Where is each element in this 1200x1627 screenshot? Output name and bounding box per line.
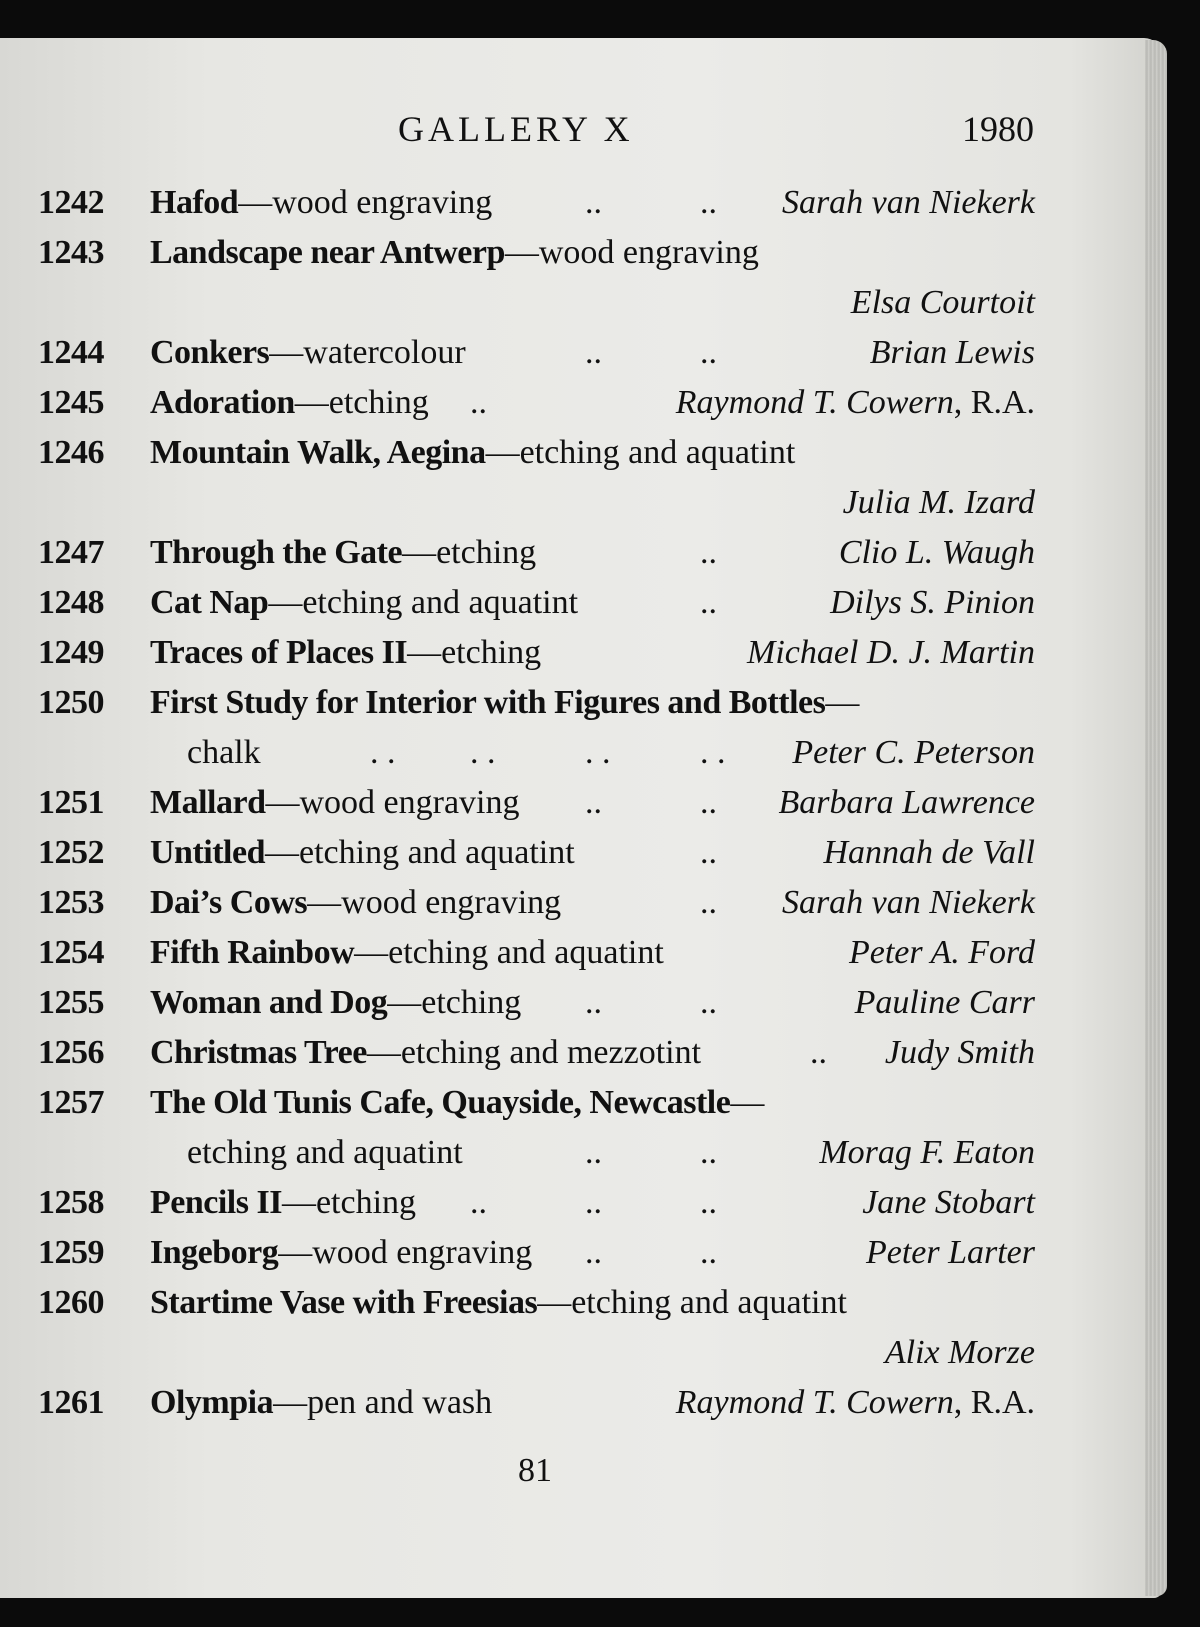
entry-medium: —etching bbox=[281, 1184, 417, 1221]
catalogue-entry bbox=[0, 878, 1162, 928]
leader-dots: .. bbox=[700, 584, 717, 621]
entry-number: 1243 bbox=[38, 234, 104, 271]
entry-medium: —etching and aquatint bbox=[268, 584, 579, 621]
entry-medium: —etching bbox=[294, 384, 429, 421]
entry-number: 1256 bbox=[38, 1034, 104, 1071]
entry-artist: Pauline Carr bbox=[854, 984, 1035, 1021]
catalogue-entry-continuation bbox=[0, 1328, 1162, 1378]
leader-dots: .. bbox=[585, 1234, 602, 1271]
entry-artist: Brian Lewis bbox=[869, 334, 1035, 371]
entry-number: 1258 bbox=[38, 1184, 104, 1221]
leader-dots: .. bbox=[470, 1184, 487, 1221]
leader-dots: .. bbox=[585, 1134, 602, 1171]
catalogue-entry-continuation bbox=[0, 278, 1162, 328]
catalogue-entry-continuation bbox=[0, 1128, 1162, 1178]
artist-suffix: , R.A. bbox=[953, 1384, 1035, 1421]
entry-medium: —watercolour bbox=[269, 334, 466, 371]
entry-artist: Alix Morze bbox=[884, 1334, 1035, 1371]
leader-dots: .. bbox=[700, 534, 717, 571]
entry-title: Traces of Places II bbox=[150, 634, 408, 671]
entry-number: 1248 bbox=[38, 584, 104, 621]
entry-title-line bbox=[150, 928, 664, 978]
catalogue-entry bbox=[0, 1278, 1162, 1328]
catalogue-entry bbox=[0, 828, 1162, 878]
catalogue-entry bbox=[0, 528, 1162, 578]
entry-artist: Morag F. Eaton bbox=[819, 1134, 1035, 1171]
leader-dots: .. bbox=[700, 984, 717, 1021]
entry-number: 1246 bbox=[38, 434, 104, 471]
catalogue-entry bbox=[0, 578, 1162, 628]
entry-title-line bbox=[150, 1228, 532, 1278]
entry-medium: —wood engraving bbox=[265, 784, 520, 821]
entry-title-line bbox=[150, 228, 759, 278]
catalogue-entry bbox=[0, 678, 1162, 728]
entry-title: Untitled bbox=[150, 834, 265, 871]
entry-title: Olympia bbox=[150, 1384, 274, 1421]
entry-number: 1254 bbox=[38, 934, 104, 971]
entry-artist: Dilys S. Pinion bbox=[830, 584, 1035, 621]
entry-title: Adoration bbox=[150, 384, 295, 421]
entry-title: Startime Vase with Freesias bbox=[150, 1284, 538, 1321]
entry-number: 1252 bbox=[38, 834, 104, 871]
entry-medium-continued: chalk bbox=[187, 734, 261, 771]
leader-dots: .. bbox=[700, 1184, 717, 1221]
entry-title: Christmas Tree bbox=[150, 1034, 367, 1071]
leader-dots: .. bbox=[700, 184, 717, 221]
entry-artist: Raymond T. Cowern bbox=[675, 384, 954, 421]
entry-medium: —etching and aquatint bbox=[485, 434, 796, 471]
leader-dots: . . bbox=[585, 734, 611, 771]
leader-dots: .. bbox=[470, 384, 487, 421]
entry-medium: —wood engraving bbox=[307, 884, 562, 921]
catalogue-entry bbox=[0, 1078, 1162, 1128]
entry-artist: Raymond T. Cowern bbox=[675, 1384, 954, 1421]
entry-number: 1260 bbox=[38, 1284, 104, 1321]
entry-title-line bbox=[150, 978, 521, 1028]
entry-title: First Study for Interior with Figures and Bottles bbox=[150, 684, 826, 721]
entry-medium: —etching bbox=[407, 634, 542, 671]
entry-title: Through the Gate bbox=[150, 534, 403, 571]
entry-title: Conkers bbox=[150, 334, 270, 371]
entry-title: Pencils II bbox=[150, 1184, 282, 1221]
entry-medium: —wood engraving bbox=[504, 234, 759, 271]
leader-dots: .. bbox=[700, 1234, 717, 1271]
entry-medium: —wood engraving bbox=[238, 184, 493, 221]
entry-artist: Michael D. J. Martin bbox=[747, 634, 1035, 671]
entry-artist: Barbara Lawrence bbox=[778, 784, 1035, 821]
entry-title-line bbox=[150, 578, 578, 628]
entry-artist: Peter C. Peterson bbox=[792, 734, 1035, 771]
entry-medium-continued: etching and aquatint bbox=[187, 1134, 463, 1171]
entry-medium: — bbox=[825, 684, 860, 721]
entry-title-line bbox=[150, 1378, 492, 1428]
leader-dots: . . bbox=[470, 734, 496, 771]
entry-artist-line bbox=[676, 1378, 1035, 1428]
entry-medium: —etching and aquatint bbox=[354, 934, 664, 971]
catalogue-entry bbox=[0, 978, 1162, 1028]
leader-dots: .. bbox=[585, 784, 602, 821]
artist-suffix: , R.A. bbox=[953, 384, 1035, 421]
entry-medium: —etching and aquatint bbox=[537, 1284, 847, 1321]
entry-number: 1242 bbox=[38, 184, 104, 221]
entry-number: 1250 bbox=[38, 684, 104, 721]
entry-number: 1253 bbox=[38, 884, 104, 921]
entry-number: 1259 bbox=[38, 1234, 104, 1271]
entry-artist: Clio L. Waugh bbox=[838, 534, 1035, 571]
entry-title: Ingeborg bbox=[150, 1234, 279, 1271]
catalogue-entry bbox=[0, 1178, 1162, 1228]
entry-title-line bbox=[150, 628, 541, 678]
entry-artist: Sarah van Niekerk bbox=[781, 884, 1035, 921]
running-title: GALLERY X bbox=[398, 109, 634, 149]
entry-title-line bbox=[150, 428, 795, 478]
entry-number: 1244 bbox=[38, 334, 104, 371]
catalogue-entry bbox=[0, 628, 1162, 678]
entry-artist: Jane Stobart bbox=[862, 1184, 1035, 1221]
catalogue-entry bbox=[0, 228, 1162, 278]
entry-title-line bbox=[150, 528, 536, 578]
catalogue-entry bbox=[0, 378, 1162, 428]
year: 1980 bbox=[962, 109, 1034, 149]
entry-title-line bbox=[150, 1178, 416, 1228]
entry-title-line bbox=[150, 178, 492, 228]
entry-artist: Sarah van Niekerk bbox=[781, 184, 1035, 221]
entry-artist: Elsa Courtoit bbox=[850, 284, 1035, 321]
entry-title: Mountain Walk, Aegina bbox=[150, 434, 486, 471]
entry-title: Mallard bbox=[150, 784, 266, 821]
entry-title: Woman and Dog bbox=[150, 984, 388, 1021]
entry-artist: Peter Larter bbox=[865, 1234, 1035, 1271]
entry-title: Cat Nap bbox=[150, 584, 269, 621]
entry-title-line bbox=[150, 878, 561, 928]
entry-number: 1251 bbox=[38, 784, 104, 821]
entry-title-line bbox=[150, 678, 859, 728]
entry-number: 1247 bbox=[38, 534, 104, 571]
entry-medium: — bbox=[730, 1084, 765, 1121]
entry-number: 1249 bbox=[38, 634, 104, 671]
entry-medium: —pen and wash bbox=[273, 1384, 493, 1421]
leader-dots: .. bbox=[585, 334, 602, 371]
entry-title: Dai’s Cows bbox=[150, 884, 308, 921]
leader-dots: .. bbox=[585, 984, 602, 1021]
catalogue-list bbox=[0, 178, 1162, 1428]
leader-dots: .. bbox=[700, 784, 717, 821]
entry-title: Hafod bbox=[150, 184, 239, 221]
leader-dots: .. bbox=[700, 884, 717, 921]
entry-title: Landscape near Antwerp bbox=[150, 234, 505, 271]
entry-title-line bbox=[150, 1078, 764, 1128]
entry-title-line bbox=[150, 378, 429, 428]
catalogue-entry bbox=[0, 428, 1162, 478]
entry-medium: —etching and mezzotint bbox=[366, 1034, 702, 1071]
catalogue-entry bbox=[0, 1028, 1162, 1078]
leader-dots: .. bbox=[700, 334, 717, 371]
catalogue-entry bbox=[0, 1378, 1162, 1428]
leader-dots: .. bbox=[700, 1134, 717, 1171]
catalogue-entry bbox=[0, 778, 1162, 828]
catalogue-entry bbox=[0, 328, 1162, 378]
entry-number: 1255 bbox=[38, 984, 104, 1021]
entry-title-line bbox=[150, 778, 520, 828]
entry-title-line bbox=[150, 328, 466, 378]
catalogue-entry-continuation bbox=[0, 478, 1162, 528]
entry-artist: Judy Smith bbox=[884, 1034, 1035, 1071]
page-number: 81 bbox=[518, 1452, 552, 1489]
entry-medium: —etching bbox=[387, 984, 522, 1021]
catalogue-entry bbox=[0, 1228, 1162, 1278]
entry-title-line bbox=[150, 1278, 847, 1328]
leader-dots: . . bbox=[370, 734, 396, 771]
entry-title: The Old Tunis Cafe, Quayside, Newcastle bbox=[150, 1084, 731, 1121]
leader-dots: .. bbox=[810, 1034, 827, 1071]
leader-dots: .. bbox=[585, 184, 602, 221]
entry-artist-line bbox=[676, 378, 1035, 428]
entry-number: 1261 bbox=[38, 1384, 104, 1421]
page-header bbox=[0, 108, 1162, 158]
entry-artist: Hannah de Vall bbox=[823, 834, 1035, 871]
leader-dots: .. bbox=[585, 1184, 602, 1221]
entry-medium: —etching and aquatint bbox=[265, 834, 575, 871]
catalogue-entry bbox=[0, 178, 1162, 228]
catalogue-entry-continuation bbox=[0, 728, 1162, 778]
catalogue-entry bbox=[0, 928, 1162, 978]
leader-dots: .. bbox=[700, 834, 717, 871]
leader-dots: . . bbox=[700, 734, 726, 771]
entry-artist: Julia M. Izard bbox=[842, 484, 1035, 521]
entry-title-line bbox=[150, 1028, 701, 1078]
entry-title-line bbox=[150, 828, 575, 878]
entry-artist: Peter A. Ford bbox=[848, 934, 1035, 971]
entry-number: 1245 bbox=[38, 384, 104, 421]
entry-medium: —etching bbox=[402, 534, 537, 571]
entry-medium: —wood engraving bbox=[278, 1234, 533, 1271]
entry-number: 1257 bbox=[38, 1084, 104, 1121]
entry-title: Fifth Rainbow bbox=[150, 934, 355, 971]
